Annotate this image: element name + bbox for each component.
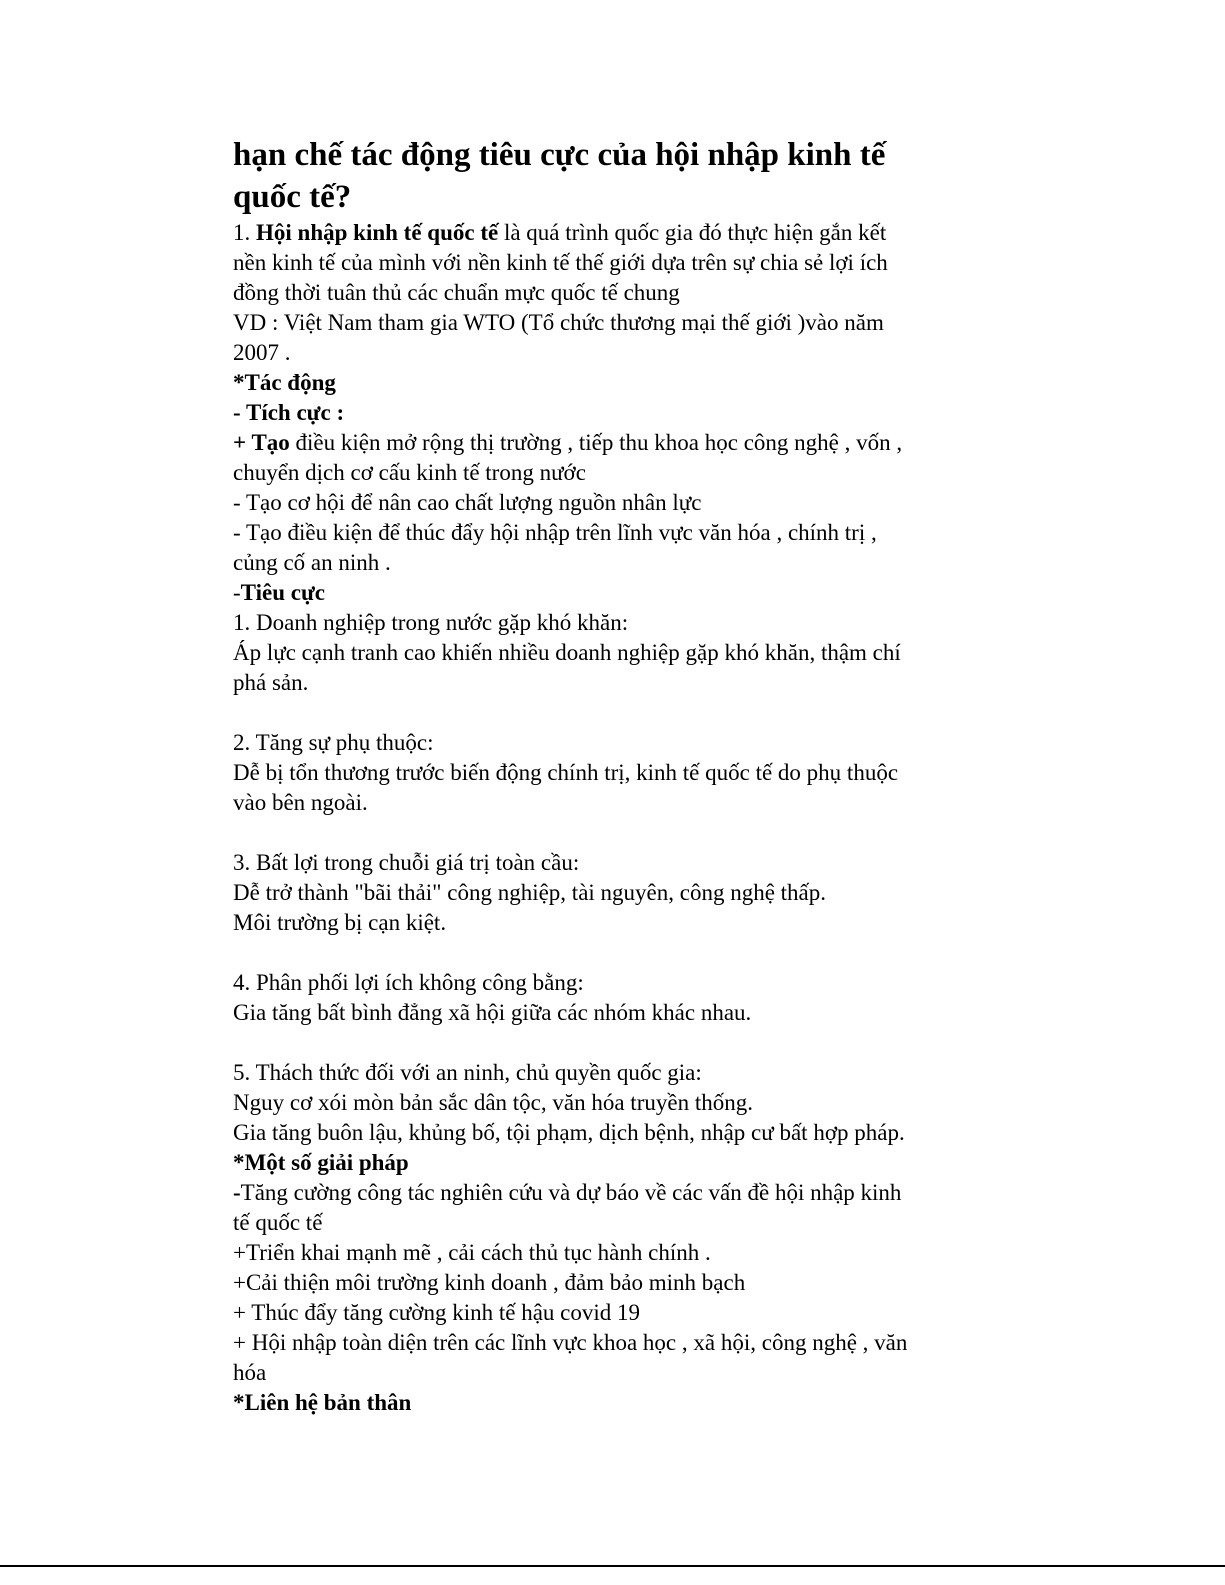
definition-term: Hội nhập kinh tế quốc tế: [256, 220, 499, 245]
solution-item-1: [233, 1178, 1013, 1208]
positive-item-3-continued: củng cố an ninh .: [233, 550, 391, 575]
definition-line-2: nền kinh tế của mình với nền kinh tế thế giới dựa trên sự chia sẻ lợi ích: [233, 250, 888, 275]
definition-text: là quá trình quốc gia đó thực hiện gắn kết: [498, 220, 887, 245]
negative-1-line-2: phá sản.: [233, 670, 309, 695]
document-body: [233, 218, 1013, 1418]
definition-line-1: [233, 218, 1013, 248]
document-page: [233, 134, 1013, 1418]
impacts-heading: *Tác động: [233, 370, 336, 395]
spacer: [233, 818, 1013, 848]
solution-item-1-text: Tăng cường công tác nghiên cứu và dự báo về các vấn đề hội nhập kinh: [240, 1180, 902, 1205]
spacer: [233, 1028, 1013, 1058]
positive-heading: - Tích cực :: [233, 400, 345, 425]
self-reflection-heading: *Liên hệ bản thân: [233, 1390, 412, 1415]
negative-5-head: 5. Thách thức đối với an ninh, chủ quyền quốc gia:: [233, 1060, 702, 1085]
negative-2-head: 2. Tăng sự phụ thuộc:: [233, 730, 434, 755]
positive-item-3: - Tạo điều kiện để thúc đẩy hội nhập trên lĩnh vực văn hóa , chính trị ,: [233, 520, 877, 545]
solution-item-3: +Cải thiện môi trường kinh doanh , đảm bảo minh bạch: [233, 1270, 746, 1295]
title-line-2: quốc tế?: [233, 179, 352, 215]
positive-item-2: - Tạo cơ hội để nân cao chất lượng nguồn nhân lực: [233, 490, 702, 515]
negative-heading-text: Tiêu cực: [240, 580, 325, 605]
definition-line-3: đồng thời tuân thủ các chuẩn mực quốc tế chung: [233, 280, 680, 305]
solution-item-5-continued: hóa: [233, 1360, 267, 1385]
negative-4-line-1: Gia tăng bất bình đẳng xã hội giữa các nhóm khác nhau.: [233, 1000, 752, 1025]
negative-4-head: 4. Phân phối lợi ích không công bằng:: [233, 970, 584, 995]
positive-item-1: [233, 428, 1013, 458]
negative-3-head: 3. Bất lợi trong chuỗi giá trị toàn cầu:: [233, 850, 580, 875]
title-line-1: hạn chế tác động tiêu cực của hội nhập kinh tế: [233, 137, 886, 173]
solution-item-2: +Triển khai mạnh mẽ , cải cách thủ tục hành chính .: [233, 1240, 711, 1265]
negative-3-line-1: Dễ trở thành "bãi thải" công nghiệp, tài nguyên, công nghệ thấp.: [233, 880, 827, 905]
negative-5-line-2: Gia tăng buôn lậu, khủng bố, tội phạm, dịch bệnh, nhập cư bất hợp pháp.: [233, 1120, 905, 1145]
negative-heading: [233, 578, 1013, 608]
solution-item-1-continued: tế quốc tế: [233, 1210, 323, 1235]
positive-item-1-lead: + Tạo: [233, 430, 290, 455]
positive-item-1-text: điều kiện mở rộng thị trường , tiếp thu khoa học công nghệ , vốn ,: [289, 430, 903, 455]
negative-3-line-2: Môi trường bị cạn kiệt.: [233, 910, 447, 935]
negative-2-line-2: vào bên ngoài.: [233, 790, 368, 815]
solution-item-5: + Hội nhập toàn diện trên các lĩnh vực khoa học , xã hội, công nghệ , văn: [233, 1330, 908, 1355]
example-line-2: 2007 .: [233, 340, 291, 365]
solutions-heading: *Một số giải pháp: [233, 1150, 409, 1175]
spacer: [233, 938, 1013, 968]
definition-number: 1.: [233, 220, 256, 245]
positive-item-1-continued: chuyển dịch cơ cấu kinh tế trong nước: [233, 460, 586, 485]
spacer: [233, 698, 1013, 728]
negative-2-line-1: Dễ bị tổn thương trước biến động chính trị, kinh tế quốc tế do phụ thuộc: [233, 760, 899, 785]
negative-1-head: 1. Doanh nghiệp trong nước gặp khó khăn:: [233, 610, 629, 635]
negative-dash: -: [233, 580, 241, 605]
page-bottom-rule: [0, 1565, 1225, 1567]
negative-1-line-1: Áp lực cạnh tranh cao khiến nhiều doanh nghiệp gặp khó khăn, thậm chí: [233, 640, 901, 665]
solution-item-4: + Thúc đẩy tăng cường kinh tế hậu covid 19: [233, 1300, 641, 1325]
negative-5-line-1: Nguy cơ xói mòn bản sắc dân tộc, văn hóa truyền thống.: [233, 1090, 753, 1115]
document-title: [233, 134, 1013, 218]
solution-item-1-dash: -: [233, 1180, 241, 1205]
example-line-1: VD : Việt Nam tham gia WTO (Tổ chức thương mại thế giới )vào năm: [233, 310, 884, 335]
